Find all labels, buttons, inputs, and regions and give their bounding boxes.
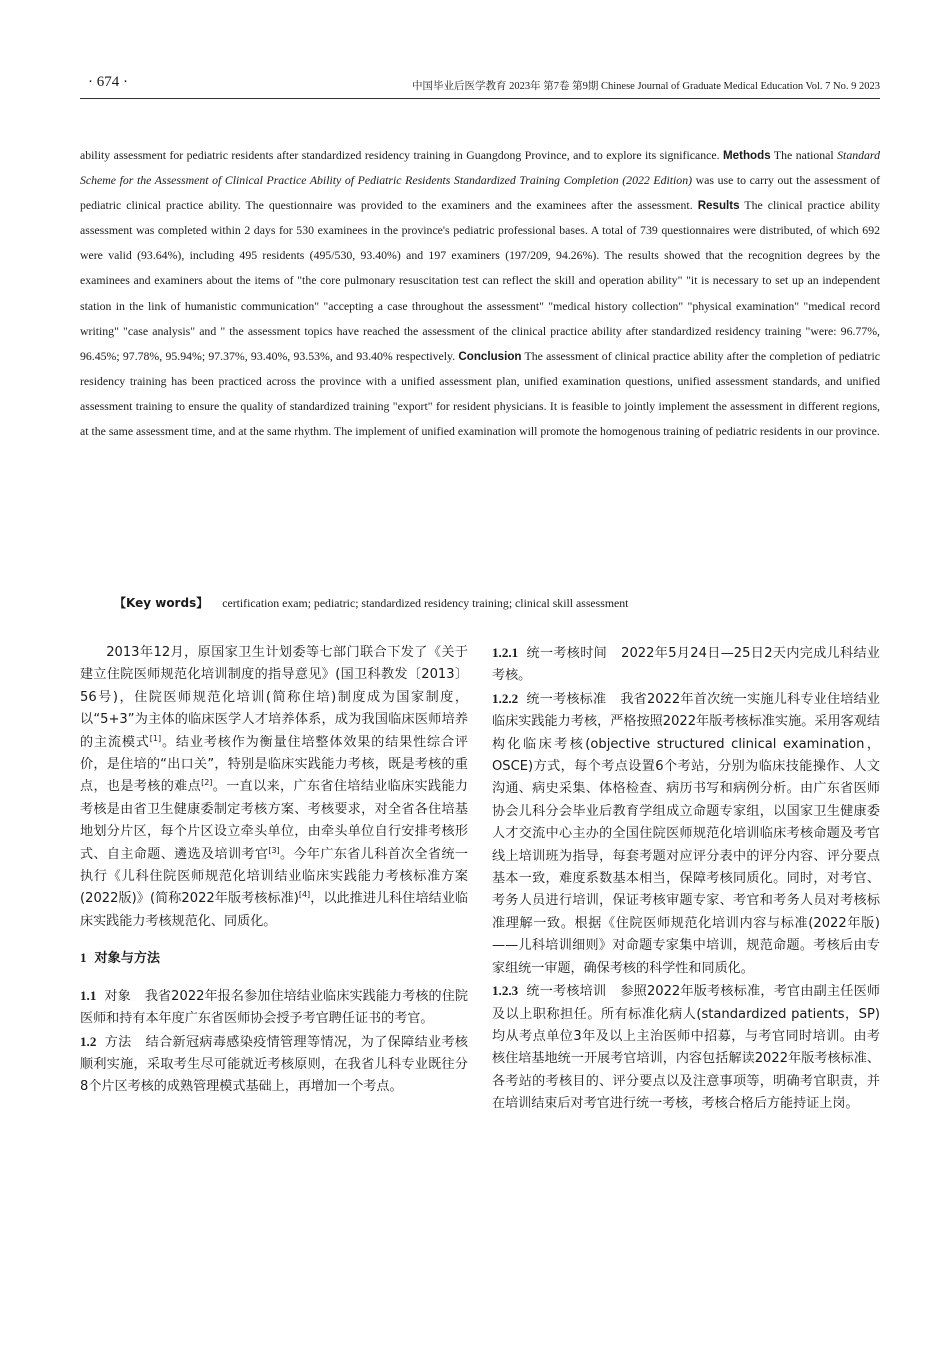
citation-4[interactable]: [4] [298, 890, 311, 900]
citation-2[interactable]: [2] [201, 778, 213, 788]
keywords-label: 【Key words】 [114, 596, 209, 610]
citation-1[interactable]: [1] [149, 733, 162, 743]
methods-pre: The national [773, 148, 834, 162]
results-text: The clinical practice ability assessment was completed within 2 days for 530 examinees in the province's pediatric professional bases. A total of 739 questionnaires were distributed, of which 692 were valid (93.64%), including 495 residents (495/530, 93.40%) and 197 examiners (197/209, 94.26%). The results showed that the recognition degrees by the examinees and examiners about the items of "the core pulmonary resuscitation test can reflect the skill and operation ability" "it is necessary to set up an independent station in the link of humanistic communication" "accepting a case throughout the assessment" "medical history collection" "physical examination" "medical record writing" "case analysis" and " the assessment topics have reached the assessment of the clinical practice ability after standardized residency training "were: 96.77%, 96.45%; 97.78%, 95.94%; 97.37%, 93.40%, 93.53%, and 93.40% respectively. [80, 198, 880, 363]
keywords [114, 594, 884, 611]
conclusion-text: The assessment of clinical practice ability after the completion of pediatric residency training has been practiced across the province with a unified assessment plan, unified examination questions, unified assessment standards, and unified assessment training to ensure the quality of standardized training "export" for resident physicians. It is feasible to jointly implement the assessment in different regions, at the same assessment time, and at the same rhythm. The implement of unified examination will promote the homogenous training of pediatric residents in our province. [80, 348, 880, 439]
citation-3[interactable]: [3] [268, 845, 280, 855]
subsection-1-2-1: 1.2.1 统一考核时间 2022年5月24日—25日2天内完成儿科结业考核。 [492, 645, 881, 684]
intro-paragraph: 2013年12月，原国家卫生计划委等七部门联合下发了《关于建立住院医师规范化培训制度的指导意见》(国卫科教发〔2013〕56号)，住院医师规范化培训(简称住培)制度成为国家制度，以“5+3”为主体的临床医学人才培养体系，成为我国临床医师培养的主流模式[1]。结业考核作为衡量住培整体效果的结果性综合评价，是住培的“出口关”，特别是临床实践能力考核，既是考核的重点，也是考核的难点[2]。一直以来，广东省住培结业临床实践能力考核是由省卫生健康委制定考核方案、考核要求，对全省各住培基地划分片区，每个片区设立牵头单位，由牵头单位自行安排考核形式、自主命题、遴选及培训考官[3]。今年广东省儿科首次全省统一执行《儿科住院医师规范化培训结业临床实践能力考核标准方案(2022版)》(简称2022年版考核标准)[4]，以此推进儿科住培结业临床实践能力考核规范化、同质化。 [80, 645, 469, 929]
journal-citation: 中国毕业后医学教育 2023年 第7卷 第9期 Chinese Journal of Graduate Medical Education Vol. 7 No. 9 2023 [412, 81, 880, 92]
right-column [492, 642, 880, 1116]
conclusion-label: Conclusion [458, 349, 522, 363]
running-header [80, 70, 880, 99]
subsection-1-2: 1.2 方法 结合新冠病毒感染疫情管理等情况，为了保障结业考核顺利实施，采取考生尽可能就近考核原则，在我省儿科专业既往分8个片区考核的成熟管理模式基础上，再增加一个考点。 [80, 1033, 469, 1095]
english-abstract [80, 143, 880, 444]
methods-title: Standard Scheme for the Assessment of Clinical Practice Ability of Pediatric Residents Standardized Training Completion (2022 Edition) [80, 148, 880, 188]
page-number: · 674 · [88, 74, 128, 90]
methods-text: was use to carry out the assessment of pediatric clinical practice ability. The questionnaire was provided to the examiners and the examinees after the assessment. [80, 173, 881, 213]
abstract-intro: ability assessment for pediatric residents after standardized residency training in Guangdong Province, and to explore its significance. [80, 148, 720, 162]
keywords-text: certification exam; pediatric; standardized residency training; clinical skill assessment [222, 596, 629, 610]
subsection-1-2-2: 1.2.2 统一考核标准 我省2022年首次统一实施儿科专业住培结业临床实践能力考核，严格按照2022年版考核标准实施。采用客观结构化临床考核(objective structured clinical examination，OSCE)方式，每个考点设置6个考站，分别为临床技能操作、人文沟通、病史采集、体格检查、病历书写和病例分析。由广东省医师协会儿科分会毕业后教育学组成立命题专家组，以国家卫生健康委人才交流中心主办的全国住院医师规范化培训临床考核命题及考官线上培训班为指导，每套考题对应评分表中的评分内容、评分要点基本一致，难度系数基本相当，保障考核同质化。同时，对考官、考务人员进行培训，保证考核审题专家、考官和考务人员对考核标准理解一致。根据《住院医师规范化培训内容与标准(2022年版)——儿科培训细则》对命题专家集中培训，规范命题。考核后由专家组统一审题，确保考核的科学性和同质化。 [492, 690, 881, 976]
left-column [80, 642, 468, 1099]
results-label: Results [697, 199, 740, 213]
subsection-1-1: 1.1 对象 我省2022年报名参加住培结业临床实践能力考核的住院医师和持有本年度广东省医师协会授予考官聘任证书的考官。 [80, 987, 468, 1027]
methods-label: Methods [723, 149, 771, 162]
subsection-1-2-3: 1.2.3 统一考核培训 参照2022年版考核标准，考官由副主任医师及以上职称担任。所有标准化病人(standardized patients，SP)均从考点单位3年及以上主治医师中招募，与考官同时培训。由考核住培基地统一开展考官培训，内容包括解读2022年版考核标准、各考站的考核目的、评分要点以及注意事项等，明确考官职责，并在培训结束后对考官进行统一考核，考核合格后方能持证上岗。 [492, 983, 881, 1112]
section-heading: 1 对象与方法 [80, 950, 161, 967]
